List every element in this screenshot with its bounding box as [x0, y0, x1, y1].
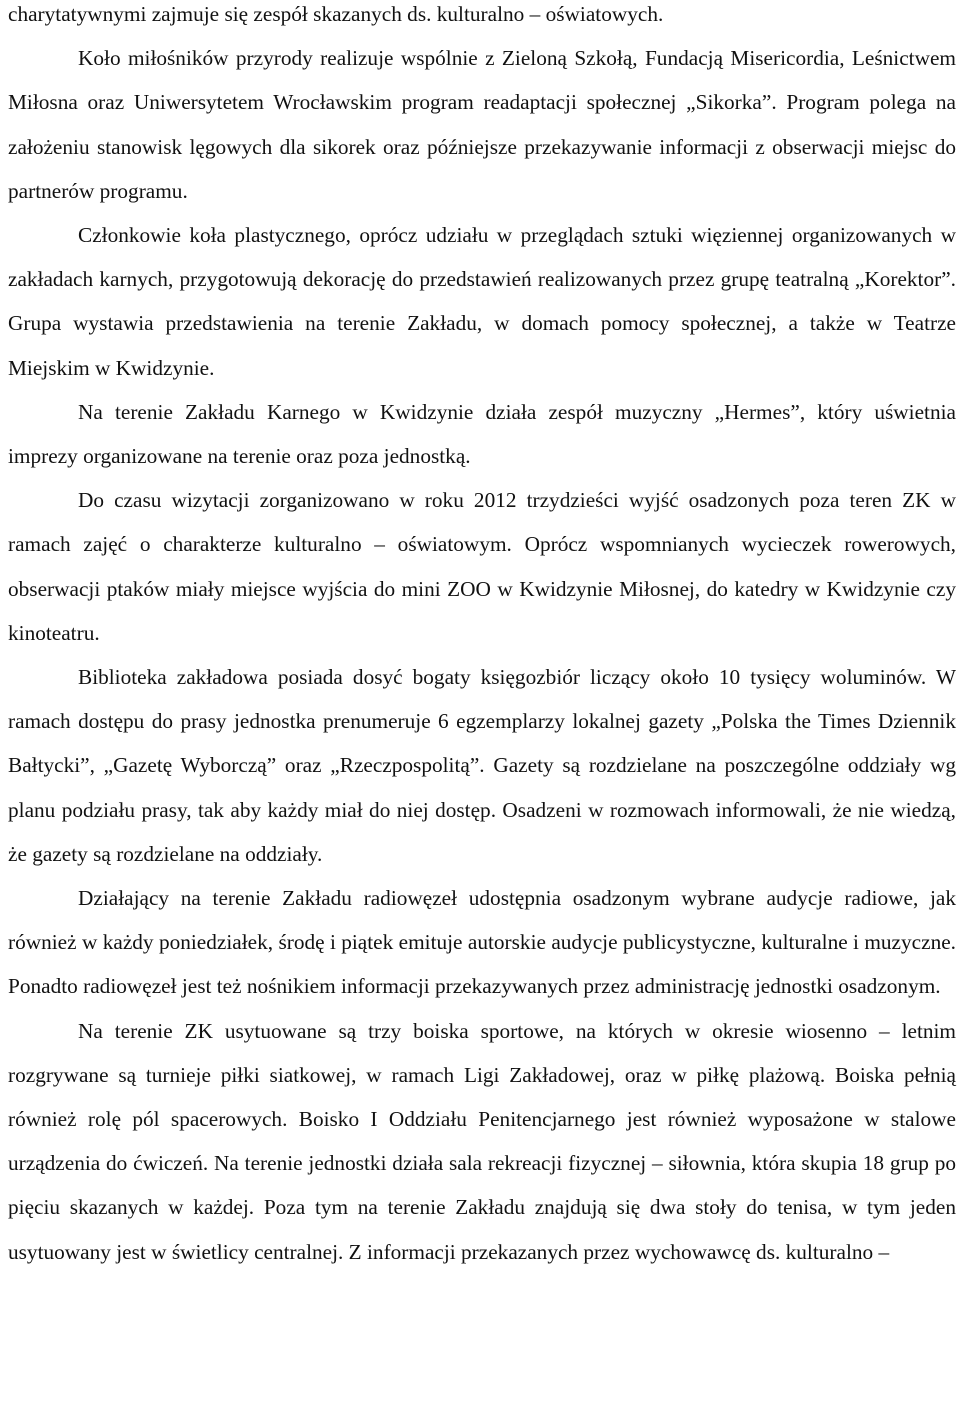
- paragraph-music-band: Na terenie Zakładu Karnego w Kwidzynie działa zespół muzyczny „Hermes”, który uświetnia imprezy organizowane na terenie oraz poza jednostką.: [8, 399, 956, 469]
- paragraph-nature-club: Koło miłośników przyrody realizuje wspólnie z Zieloną Szkołą, Fundacją Misericordia, Leśnictwem Miłosna oraz Uniwersytetem Wrocławskim program readaptacji społecznej „Sikorka”. Program polega na założeniu stanowisk lęgowych dla sikorek oraz późniejsze przekazywanie informacji z obserwacji miejsc do partnerów programu.: [8, 46, 956, 203]
- paragraph-art-club: Członkowie koła plastycznego, oprócz udziału w przeglądach sztuki więziennej organizowanych w zakładach karnych, przygotowują dekorację do przedstawień realizowanych przez grupę teatralną „Korektor”. Grupa wystawia przedstawienia na terenie Zakładu, w domach pomocy społecznej, a także w Teatrze Miejskim w Kwidzynie.: [8, 223, 956, 380]
- paragraph-sports: Na terenie ZK usytuowane są trzy boiska sportowe, na których w okresie wiosenno – letnim rozgrywane są turnieje piłki siatkowej, w ramach Ligi Zakładowej, oraz w piłkę plażową. Boiska pełnią również rolę pól spacerowych. Boisko I Oddziału Penitencjarnego jest również wyposażone w stalowe urządzenia do ćwiczeń. Na terenie jednostki działa sala rekreacji fizycznej – siłownia, która skupia 18 grup po pięciu skazanych w każdej. Poza tym na terenie Zakładu znajdują się dwa stoły do tenisa, w tym jeden usytuowany jest w świetlicy centralnej. Z informacji przekazanych przez wychowawcę ds. kulturalno –: [8, 1018, 956, 1264]
- paragraph-library: Biblioteka zakładowa posiada dosyć bogaty księgozbiór liczący około 10 tysięcy woluminów. W ramach dostępu do prasy jednostka prenumeruje 6 egzemplarzy lokalnej gazety „Polska the Times Dziennik Bałtycki”, „Gazetę Wyborczą” oraz „Rzeczpospolitą”. Gazety są rozdzielane na poszczególne oddziały wg planu podziału prasy, tak aby każdy miał do niej dostęp. Osadzeni w rozmowach informowali, że nie wiedzą, że gazety są rozdzielane na oddziały.: [8, 665, 956, 866]
- paragraph-continuation: charytatywnymi zajmuje się zespół skazanych ds. kulturalno – oświatowych.: [8, 2, 664, 26]
- paragraph-radio: Działający na terenie Zakładu radiowęzeł udostępnia osadzonym wybrane audycje radiowe, jak również w każdy poniedziałek, środę i piątek emituje autorskie audycje publicystyczne, kulturalne i muzyczne. Ponadto radiowęzeł jest też nośnikiem informacji przekazywanych przez administrację jednostki osadzonym.: [8, 886, 956, 999]
- paragraph-outings: Do czasu wizytacji zorganizowano w roku 2012 trzydzieści wyjść osadzonych poza teren ZK w ramach zajęć o charakterze kulturalno – oświatowym. Oprócz wspomnianych wycieczek rowerowych, obserwacji ptaków miały miejsce wyjścia do mini ZOO w Kwidzynie Miłosnej, do katedry w Kwidzynie czy kinoteatru.: [8, 488, 956, 645]
- document-page: [8, 0, 956, 1274]
